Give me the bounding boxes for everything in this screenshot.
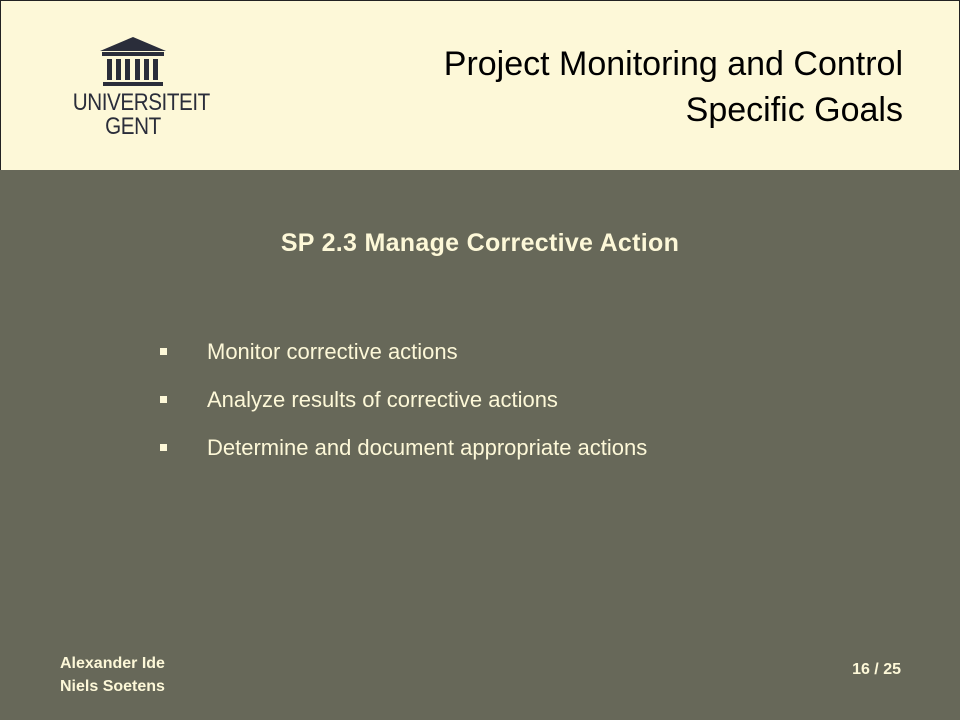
slide-header	[0, 0, 960, 170]
footer-authors	[60, 652, 165, 698]
square-bullet-icon	[160, 348, 167, 355]
square-bullet-icon	[160, 396, 167, 403]
square-bullet-icon	[160, 444, 167, 451]
page-number: 16 / 25	[852, 661, 901, 678]
logo-text-universiteit: UNIVERSITEIT	[72, 89, 210, 116]
author-name: Alexander Ide	[60, 655, 165, 672]
bullet-item	[160, 382, 647, 430]
bullet-list	[160, 334, 647, 478]
slide-title-line-1: Project Monitoring and Control	[443, 45, 903, 83]
bullet-item	[160, 430, 647, 478]
bullet-text: Monitor corrective actions	[207, 339, 458, 364]
slide-title	[444, 41, 903, 133]
logo-text-gent: GENT	[105, 113, 161, 140]
bullet-text: Analyze results of corrective actions	[207, 387, 558, 412]
author-name: Niels Soetens	[60, 678, 165, 695]
slide-title-line-2: Specific Goals	[685, 91, 903, 129]
bullet-text: Determine and document appropriate actions	[207, 435, 648, 460]
bullet-item	[160, 334, 647, 382]
university-building-icon	[63, 35, 203, 91]
slide-heading: SP 2.3 Manage Corrective Action	[280, 229, 680, 257]
university-logo	[63, 35, 210, 140]
